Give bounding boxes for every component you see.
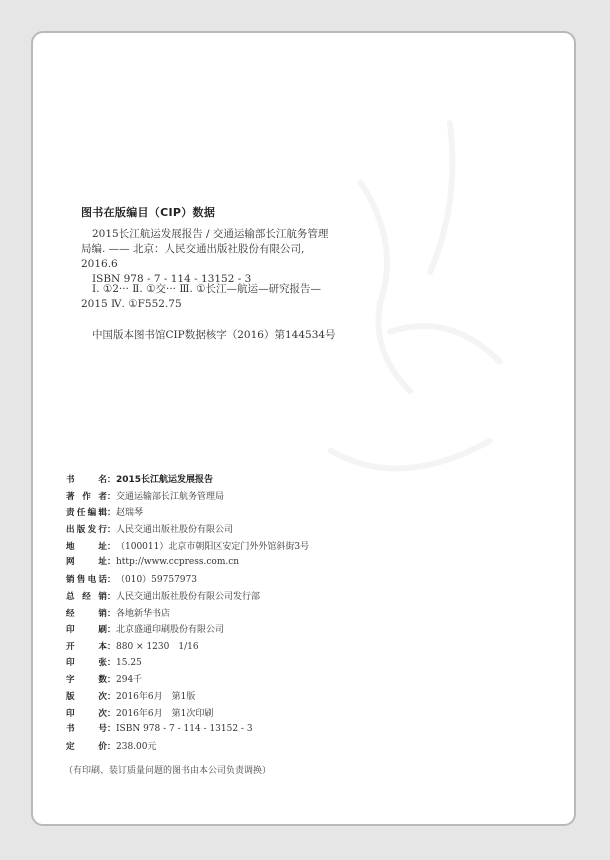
colophon-value: 人民交通出版社股份有限公司 [116, 525, 234, 536]
colophon-row [66, 489, 536, 506]
colophon-label: 经销 [66, 608, 107, 619]
colophon-value: 各地新华书店 [116, 608, 171, 619]
colophon-row [66, 656, 536, 673]
colophon-value: 2016年6月 第1版 [116, 691, 196, 702]
colophon-row [66, 639, 536, 656]
colophon-label: 开本 [66, 641, 107, 652]
colophon [66, 472, 536, 756]
colophon-row [66, 672, 536, 689]
colophon-label: 责任编辑 [66, 508, 107, 519]
colophon-value: 294千 [116, 675, 143, 686]
colophon-separator: ： [107, 675, 116, 686]
colophon-value: （010）59757973 [116, 575, 197, 586]
colophon-label: 印张 [66, 657, 107, 668]
cip-number: 中国版本图书馆CIP数据核字（2016）第144534号 [92, 329, 336, 341]
colophon-row [66, 505, 536, 522]
colophon-separator: ： [107, 625, 116, 636]
colophon-row [66, 572, 536, 589]
colophon-row [66, 689, 536, 706]
colophon-value: 赵瑞琴 [116, 508, 144, 519]
colophon-value: ISBN 978 - 7 - 114 - 13152 - 3 [116, 724, 253, 735]
colophon-value: 880 × 1230 1/16 [116, 641, 199, 652]
colophon-value: 交通运输部长江航务管理局 [116, 491, 225, 502]
colophon-label: 销售电话 [66, 575, 107, 586]
cip-number-block [81, 328, 351, 343]
colophon-separator: ： [107, 591, 116, 602]
colophon-value: 15.25 [116, 657, 142, 668]
colophon-row [66, 722, 536, 739]
colophon-label: 著作者 [66, 491, 107, 502]
colophon-value: http://www.ccpress.com.cn [116, 557, 240, 568]
colophon-separator: ： [107, 724, 116, 735]
colophon-separator: ： [107, 557, 116, 568]
colophon-value: 2016年6月 第1次印刷 [116, 708, 214, 719]
colophon-separator: ： [107, 575, 116, 586]
colophon-row [66, 589, 536, 606]
colophon-value: 北京盛通印刷股份有限公司 [116, 625, 225, 636]
colophon-label: 印刷 [66, 625, 107, 636]
cip-title: 图书在版编目（CIP）数据 [81, 206, 216, 219]
cip-description: 2015长江航运发展报告 / 交通运输部长江航务管理局编. —— 北京：人民交通出版社股份有限公司, 2016.6 [81, 228, 329, 270]
colophon-label: 出版发行 [66, 525, 107, 536]
colophon-value: （100011）北京市朝阳区安定门外外馆斜街3号 [116, 541, 310, 552]
colophon-separator: ： [107, 541, 116, 552]
colophon-label: 书名 [66, 475, 107, 485]
cip-classification: Ⅰ. ①2··· Ⅱ. ①交··· Ⅲ. ①长江—航运—研究报告—2015 Ⅳ. ①F552.75 [81, 283, 322, 310]
colophon-separator: ： [107, 641, 116, 652]
colophon-label: 印次 [66, 708, 107, 719]
colophon-separator: ： [107, 508, 116, 519]
colophon-value: 238.00元 [116, 742, 157, 752]
colophon-row [66, 522, 536, 539]
colophon-row [66, 622, 536, 639]
colophon-separator: ： [107, 525, 116, 536]
cip-block [81, 227, 331, 287]
colophon-row [66, 555, 536, 572]
colophon-row [66, 739, 536, 756]
colophon-label: 定价 [66, 742, 107, 752]
colophon-separator: ： [107, 491, 116, 502]
colophon-value: 人民交通出版社股份有限公司发行部 [116, 591, 261, 602]
cip-classification-block [81, 282, 331, 312]
colophon-row [66, 472, 536, 489]
colophon-separator: ： [107, 657, 116, 668]
colophon-label: 地址 [66, 541, 107, 552]
colophon-separator: ： [107, 475, 116, 485]
colophon-label: 书号 [66, 724, 107, 735]
colophon-separator: ： [107, 608, 116, 619]
colophon-label: 版次 [66, 691, 107, 702]
colophon-row [66, 539, 536, 556]
colophon-value: 2015长江航运发展报告 [116, 475, 214, 485]
colophon-row [66, 606, 536, 623]
colophon-separator: ： [107, 742, 116, 752]
colophon-separator: ： [107, 708, 116, 719]
colophon-label: 网址 [66, 557, 107, 568]
colophon-label: 总经销 [66, 591, 107, 602]
colophon-separator: ： [107, 691, 116, 702]
quality-note: （有印刷、装订质量问题的图书由本公司负责调换） [64, 766, 272, 776]
colophon-row [66, 706, 536, 723]
colophon-label: 字数 [66, 675, 107, 686]
cip-isbn: ISBN 978 - 7 - 114 - 13152 - 3 [92, 273, 252, 285]
copyright-page [31, 31, 576, 826]
